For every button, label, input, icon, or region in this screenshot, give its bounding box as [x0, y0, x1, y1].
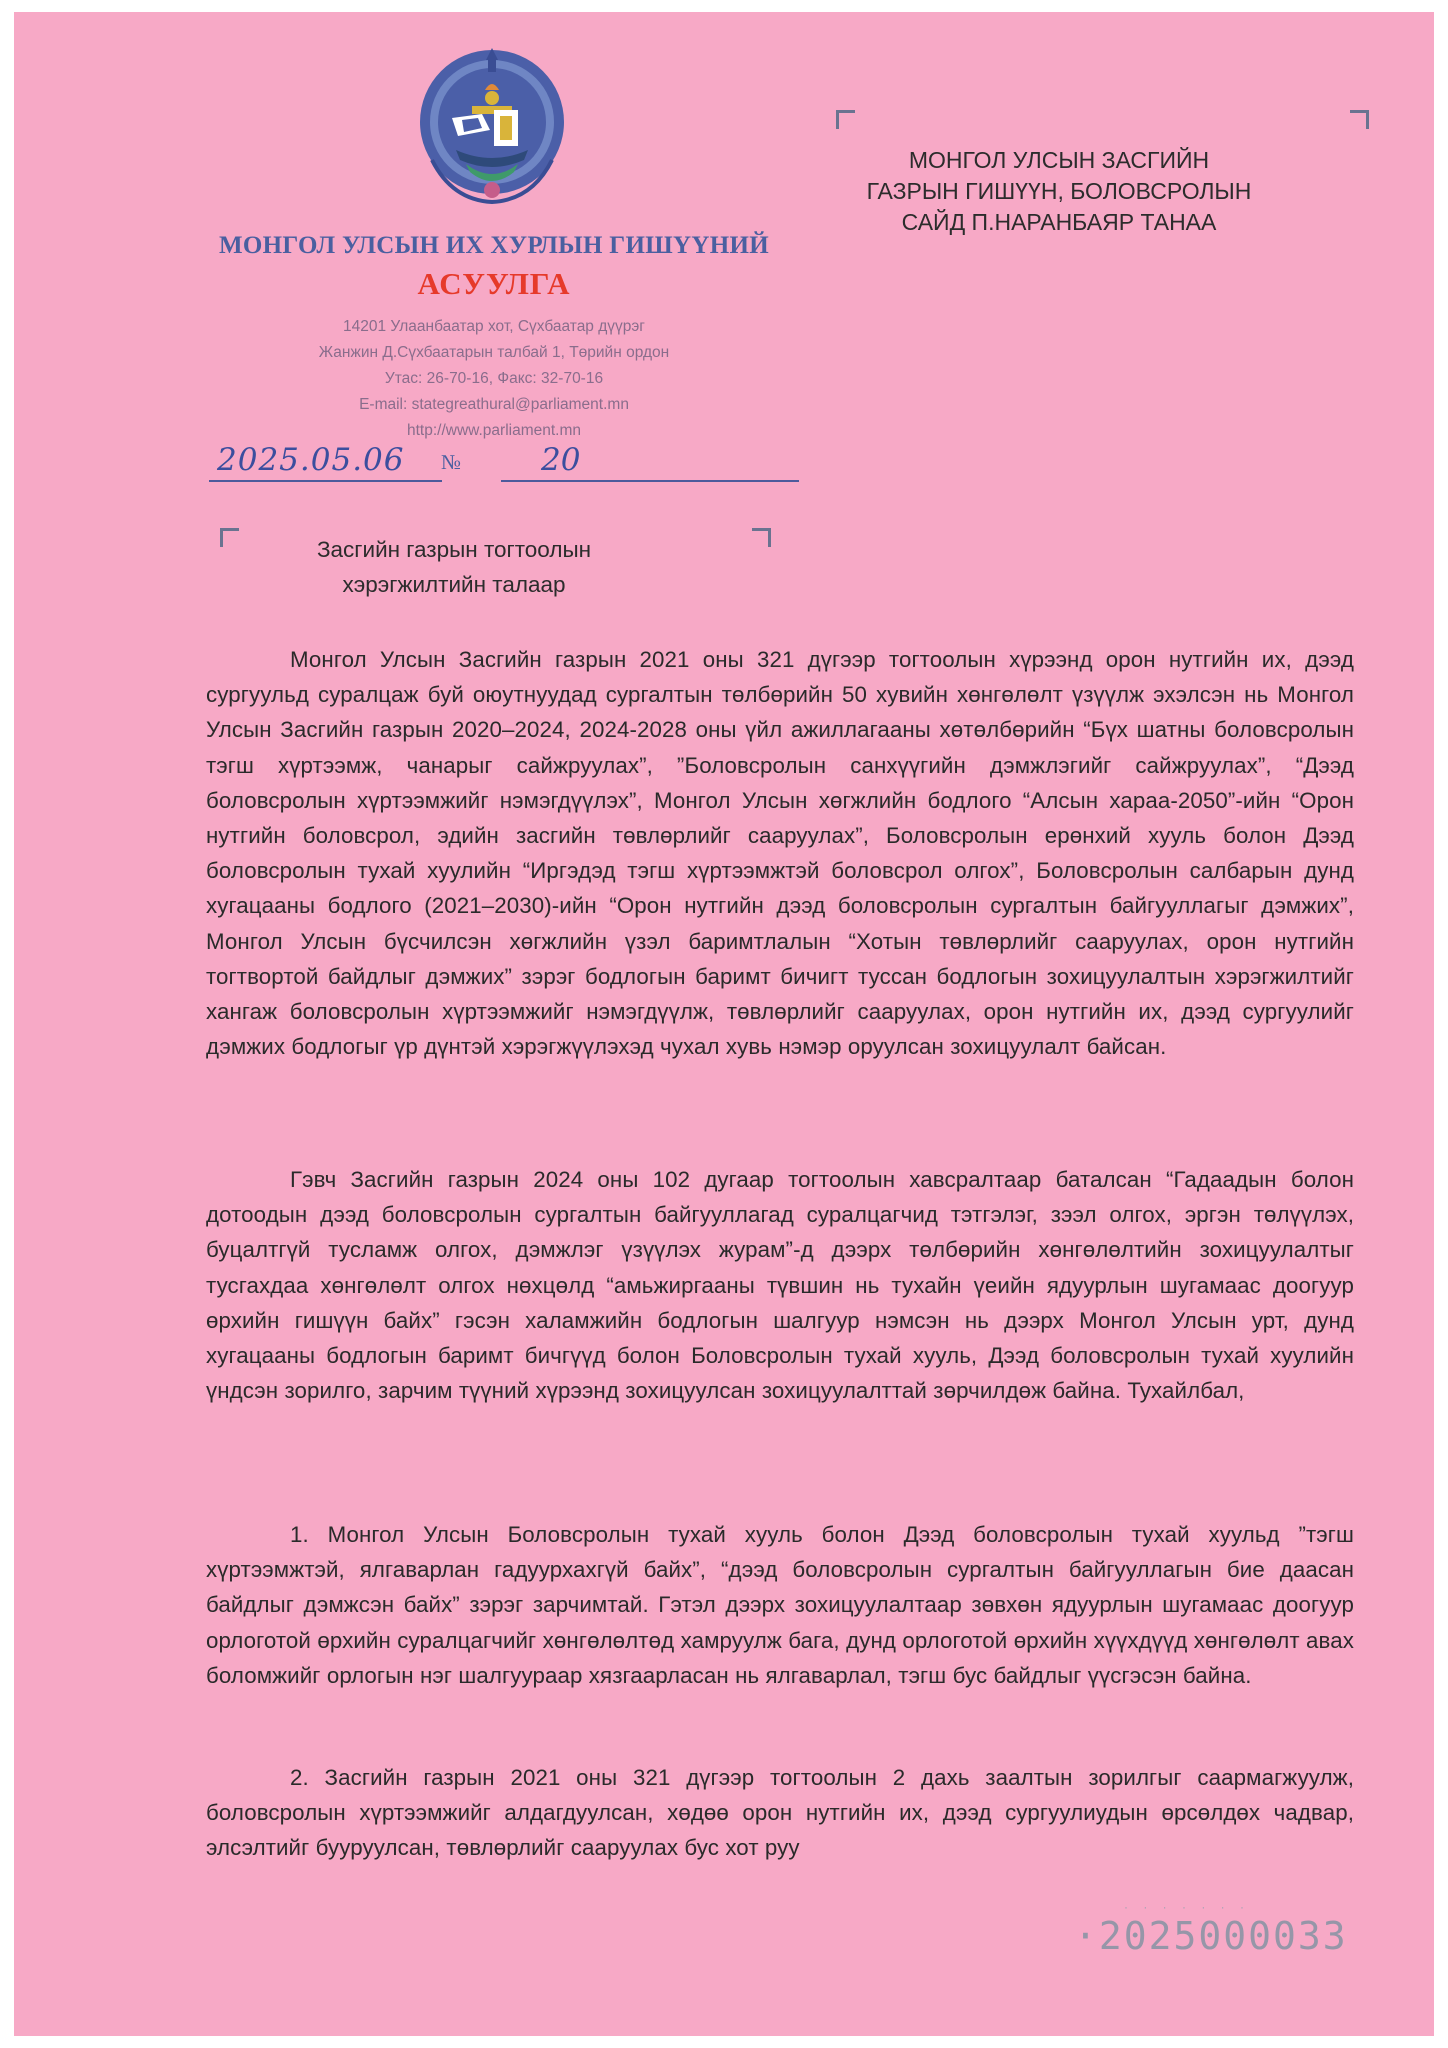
- recipient-line: САЙД П.НАРАНБАЯР ТАНАА: [901, 209, 1217, 235]
- number-label: №: [441, 450, 462, 474]
- corner-mark: [836, 110, 855, 129]
- address-line: 14201 Улаанбаатар хот, Сүхбаатар дүүрэг: [343, 318, 645, 335]
- website-line: http://www.parliament.mn: [406, 422, 581, 439]
- address-line: Жанжин Д.Сүхбаатарын талбай 1, Төрийн ордон: [318, 344, 670, 361]
- body-paragraph: [206, 1162, 1354, 1408]
- document-number: 20: [501, 440, 799, 482]
- body-paragraph: [206, 642, 1354, 1064]
- recipient-block: [844, 145, 1274, 238]
- registration-number: ·2025000033: [1074, 1914, 1348, 1958]
- recipient-line: ГАЗРЫН ГИШҮҮН, БОЛОВСРОЛЫН: [866, 178, 1252, 204]
- corner-mark: [220, 528, 239, 547]
- paragraph-text: 1. Монгол Улсын Боловсролын тухай хууль болон Дээд боловсролын тухай хуульд ”тэгш хүртээмжтэй, ялгаварлан гадуурхахгүй байх”, “дээд боловсролын сургалтын байгууллагын бие даасан байдлыг дэмжсэн байх” зэрэг зарчимтай. Гэтэл дээрх зохицуулалтаар зөвхөн ядуурлын шугамаас доогуур орлоготой өрхийн суралцагчийг хөнгөлөлтөд хамруулж бага, дунд орлоготой өрхийн хүүхдүүд хөнгөлөлт авах боломжийг орлогын нэг шалгуураар хязгаарласан нь ялгаварлал, тэгш бус байдлыг үүсгэсэн байна.: [206, 1522, 1354, 1688]
- phone-line: Утас: 26-70-16, Факс: 32-70-16: [384, 370, 604, 387]
- body-paragraph: [206, 1517, 1354, 1693]
- recipient-line: МОНГОЛ УЛСЫН ЗАСГИЙН: [908, 147, 1210, 173]
- body-paragraph: [206, 1760, 1354, 1866]
- paragraph-text: Гэвч Засгийн газрын 2024 оны 102 дугаар тогтоолын хавсралтаар баталсан “Гадаадын болон дотоодын дээд боловсролын сургалтын байгууллагад суралцагчид тэтгэлэг, зээл олгох, эргэн төлүүлэх, буцалтгүй тусламж олгох, дэмжлэг үзүүлэх журам”-д дээрх төлбөрийн хөнгөлөлтийн зохицуулалтыг тусгахдаа хөнгөлөлт олгох нөхцөлд “амьжиргааны түвшин нь тухайн үеийн ядуурлын шугамаас доогуур өрхийн гишүүн байх” гэсэн халамжийн бодлогын шалгуур нэмсэн нь дээрх Монгол Улсын урт, дунд хугацааны бодлогын баримт бичгүүд болон Боловсролын тухай хууль, Дээд боловсролын тухай хуулийн үндсэн зорилго, зарчим түүний хүрээнд зохицуулсан зохицуулалттай зөрчилдөж байна. Тухайлбал,: [206, 1167, 1354, 1404]
- paragraph-text: 2. Засгийн газрын 2021 оны 321 дүгээр тогтоолын 2 дахь заалтын зорилгыг саармагжуулж, боловсролын хүртээмжийг алдагдуулсан, хөдөө орон нутгийн их, дээд сургуулиудын өрсөлдөх чадвар, элсэлтийг бууруулсан, төвлөрлийг сааруулах бус хот руу: [206, 1765, 1354, 1861]
- corner-mark: [1350, 110, 1369, 129]
- stamp-dots: · · · · · · ·: [1124, 1900, 1250, 1914]
- state-emblem-icon: [412, 40, 572, 210]
- subject-line: Засгийн газрын тогтоолын: [316, 537, 592, 562]
- subject-line: хэрэгжилтийн талаар: [342, 572, 566, 597]
- document-date: 2025.05.06: [209, 440, 442, 482]
- email-line: E-mail: stategreathural@parliament.mn: [359, 396, 629, 413]
- paragraph-text: Монгол Улсын Засгийн газрын 2021 оны 321 дүгээр тогтоолын хүрээнд орон нутгийн их, дээд сургуульд суралцаж буй оюутнуудад сургалтын төлбөрийн 50 хувийн хөнгөлөлт үзүүлж эхэлсэн нь Монгол Улсын Засгийн газрын 2020–2024, 2024-2028 оны үйл ажиллагааны хөтөлбөрийн “Бүх шатны боловсролын тэгш хүртээмж, чанарыг сайжруулах”, ”Боловсролын санхүүгийн дэмжлэгийг сайжруулах”, “Дээд боловсролын хүртээмжийг нэмэгдүүлэх”, Монгол Улсын хөгжлийн бодлого “Алсын хараа-2050”-ийн “Орон нутгийн боловсрол, эдийн засгийн төвлөрлийг сааруулах”, Боловсролын ерөнхий хууль болон Дээд боловсролын тухай хуулийн “Иргэдэд тэгш хүртээмжтэй боловсрол олгох”, Боловсролын салбарын дунд хугацааны бодлого (2021–2030)-ийн “Орон нутгийн дээд боловсролын сургалтын байгууллагыг дэмжих”, Монгол Улсын бүсчилсэн хөгжлийн үзэл баримтлалын “Хотын төвлөрлийг сааруулах, орон нутгийн тогтвортой байдлыг дэмжих” зэрэг бодлогын баримт бичигт туссан бодлогын зохицуулалтын хэрэгжилтийг хангаж боловсролын хүртээмжийг нэмэгдүүлж, төвлөрлийг сааруулах, орон нутгийн их, дээд сургуулийг дэмжих бодлогыг үр дүнтэй хэрэгжүүлэхэд чухал хувь нэмэр оруулсан зохицуулалт байсан.: [206, 647, 1354, 1060]
- organization-title: МОНГОЛ УЛСЫН ИХ ХУРЛЫН ГИШҮҮНИЙ: [219, 232, 769, 259]
- subject-block: [254, 532, 654, 602]
- document-type: АСУУЛГА: [417, 266, 571, 301]
- document-page: [14, 12, 1434, 2036]
- corner-mark: [752, 528, 771, 547]
